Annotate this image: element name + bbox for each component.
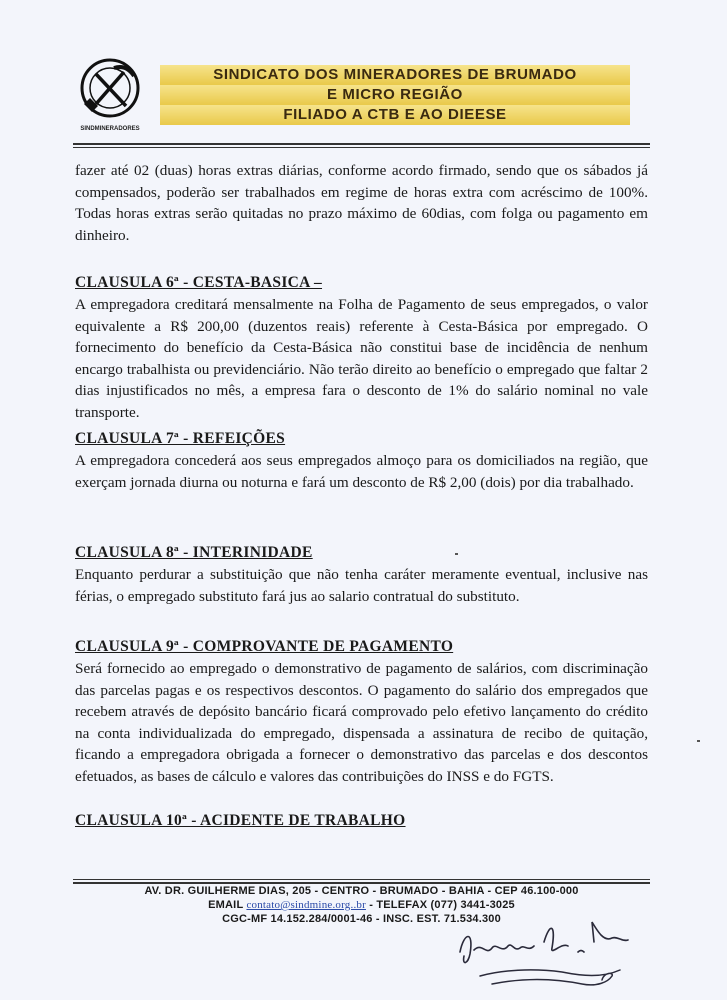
clause-6-text: A empregadora creditará mensalmente na Folha de Pagamento de seus empregados, o valor equivalente a R$ 200,00 (duzentos reais) referente à Cesta-Básica por empregado. O fornecimento do benefício da Cesta-Básica não constitui base de incidência de nenhum encargo trabalhista ou previdenciário. Não terão direito ao benefício o empregado que faltar 2 dias injustificados no mês, a empresa fara o desconto de 1% do salário nominal no vale transporte.: [75, 296, 648, 421]
email-link[interactable]: contato@sindmine.org..br: [246, 899, 366, 911]
logo-caption: SINDMINERADORES: [80, 126, 140, 132]
clause-10-heading: CLAUSULA 10ª - ACIDENTE DE TRABALHO: [75, 812, 406, 829]
clause-8-text: Enquanto perdurar a substituição que não tenha caráter meramente eventual, inclusive nas férias, o empregado substituto fará jus ao salario contratual do substituto.: [75, 566, 648, 605]
title-line-3: FILIADO A CTB E AO DIEESE: [160, 105, 630, 125]
footer-address: AV. DR. GUILHERME DIAS, 205 - CENTRO - BRUMADO - BAHIA - CEP 46.100-000: [144, 885, 579, 897]
clause-9-heading: CLAUSULA 9ª - COMPROVANTE DE PAGAMENTO: [75, 638, 454, 655]
title-line-1: SINDICATO DOS MINERADORES DE BRUMADO: [160, 65, 630, 85]
footer-divider-thin: [73, 879, 650, 880]
header-divider-thin: [73, 147, 650, 148]
footer-contact-line: [73, 898, 650, 912]
union-logo: [70, 52, 150, 142]
intro-paragraph: fazer até 02 (duas) horas extras diárias, conforme acordo firmado, sendo que os sábados já compensados, poderão ser trabalhados em regime de horas extra com acréscimo de 100%. Todas horas extras serão quitadas no prazo máximo de 60dias, com folga ou pagamento em dinheiro.: [75, 162, 648, 244]
clause-7-text: A empregadora concederá aos seus empregados almoço para os domiciliados na região, que exerçam jornada diurna ou noturna e fará um desconto de R$ 2,00 (dois) por dia trabalhado.: [75, 452, 648, 491]
email-label: EMAIL: [208, 899, 244, 911]
scan-speck: [697, 740, 700, 742]
header-divider: [73, 143, 650, 145]
telefax: - TELEFAX (077) 3441-3025: [369, 899, 515, 911]
pickaxe-shovel-emblem-icon: [70, 52, 150, 128]
clause-9-text: Será fornecido ao empregado o demonstrativo de pagamento de salários, com discriminação das parcelas pagas e os respectivos descontos. O pagamento do salário dos empregados que recebem através de depósito bancário ficará comprovado pelo efetivo lançamento do crédito na conta individualizada do empregado, dispensada a assinatura de recibo de quitação, ficando a empregadora obrigada a fornecer o demonstrativo das parcelas e dos descontos efetuados, as bases de cálculo e valores das contribuições do INSS e do FGTS.: [75, 660, 648, 785]
footer-registry: CGC-MF 14.152.284/0001-46 - INSC. EST. 71.534.300: [222, 913, 501, 925]
union-title: [160, 65, 630, 125]
clause-6-heading: CLAUSULA 6ª - CESTA-BASICA –: [75, 274, 323, 291]
handwritten-signature: [452, 912, 642, 998]
clause-7-heading: CLAUSULA 7ª - REFEIÇÕES: [75, 430, 286, 447]
clause-8-heading: CLAUSULA 8ª - INTERINIDADE: [75, 544, 313, 561]
title-line-2: E MICRO REGIÃO: [160, 85, 630, 105]
scan-speck: [455, 553, 458, 555]
